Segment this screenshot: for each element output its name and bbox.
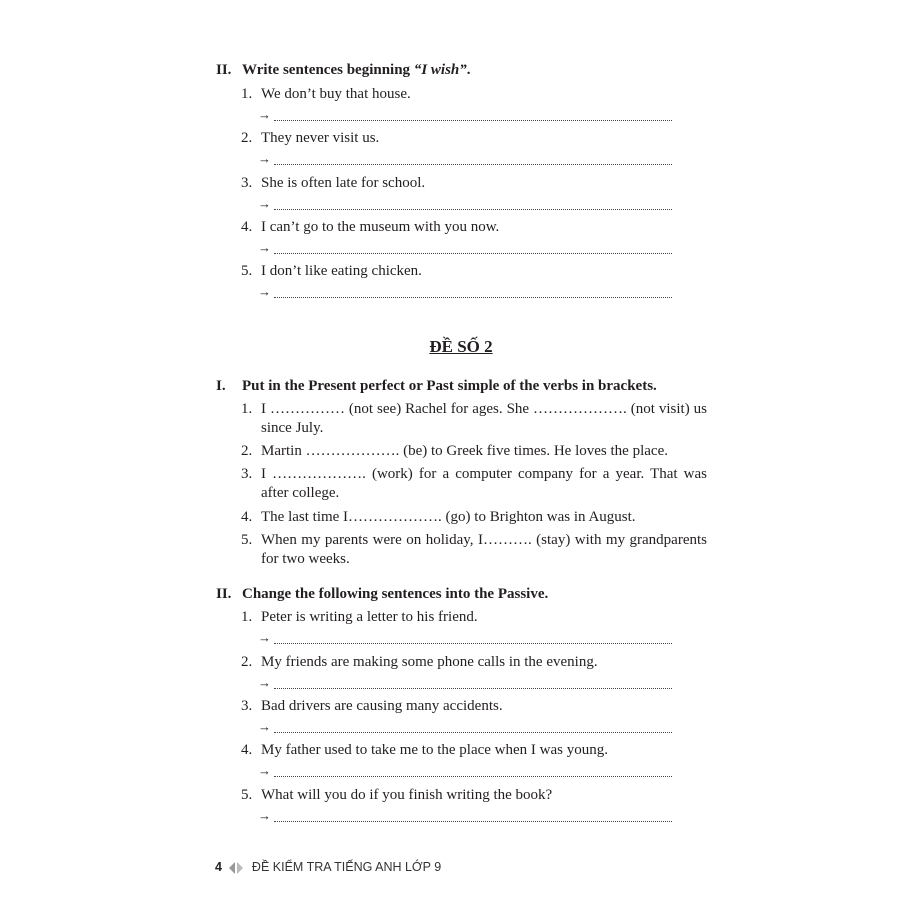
item-text: What will you do if you finish writing the book? [261, 787, 553, 803]
item-text: The last time I………………. (go) to Brighton was in August. [261, 509, 636, 525]
item-text: I ………………. (work) for a computer company for a year. That was after college. [261, 466, 707, 501]
arrow-icon: → [258, 675, 271, 690]
dotted-line [274, 688, 672, 689]
item-number: 1. [241, 86, 253, 102]
item-number: 4. [241, 509, 253, 525]
dotted-line [274, 732, 672, 733]
answer-line[interactable] [258, 810, 672, 824]
item-number: 5. [241, 532, 253, 548]
item-text: My father used to take me to the place when I was young. [261, 742, 608, 758]
item-text: I can’t go to the museum with you now. [261, 219, 500, 235]
test-title: ĐỀ SỐ 2 [429, 337, 493, 356]
answer-line[interactable] [258, 677, 672, 691]
arrow-icon: → [258, 808, 271, 823]
page-footer [215, 860, 441, 874]
heading-text: Write sentences beginning [242, 62, 414, 78]
arrow-icon: → [258, 196, 271, 211]
answer-line[interactable] [258, 153, 672, 167]
item-number: 1. [241, 609, 253, 625]
item-number: 3. [241, 175, 253, 191]
item-number: 5. [241, 263, 253, 279]
answer-line[interactable] [258, 765, 672, 779]
item-number: 2. [241, 443, 253, 459]
section-numeral: I. [216, 378, 226, 394]
answer-line[interactable] [258, 632, 672, 646]
diamond-icon [229, 862, 243, 874]
arrow-icon: → [258, 107, 271, 122]
section-numeral: II. [216, 586, 232, 602]
item-number: 5. [241, 787, 253, 803]
answer-line[interactable] [258, 721, 672, 735]
arrow-icon: → [258, 763, 271, 778]
item-number: 2. [241, 130, 253, 146]
answer-line[interactable] [258, 286, 672, 300]
arrow-icon: → [258, 151, 271, 166]
section-heading [242, 61, 471, 80]
dotted-line [274, 821, 672, 822]
arrow-icon: → [258, 240, 271, 255]
dotted-line [274, 164, 672, 165]
section-heading: Put in the Present perfect or Past simple of the verbs in brackets. [242, 378, 657, 394]
item-text: Peter is writing a letter to his friend. [261, 609, 478, 625]
section-numeral: II. [216, 62, 232, 78]
item-text: We don’t buy that house. [261, 86, 411, 102]
heading-emphasis: “I wish” [413, 62, 467, 78]
section-heading: Change the following sentences into the Passive. [242, 586, 549, 602]
item-number: 3. [241, 466, 253, 482]
dotted-line [274, 120, 672, 121]
item-text: I …………… (not see) Rachel for ages. She ………………. (not visit) us since July. [261, 401, 707, 436]
dotted-line [274, 643, 672, 644]
dotted-line [274, 776, 672, 777]
answer-line[interactable] [258, 198, 672, 212]
arrow-icon: → [258, 284, 271, 299]
dotted-line [274, 297, 672, 298]
item-text: I don’t like eating chicken. [261, 263, 422, 279]
arrow-icon: → [258, 719, 271, 734]
book-title: ĐỀ KIỂM TRA TIẾNG ANH LỚP 9 [251, 860, 442, 874]
item-text: When my parents were on holiday, I………. (stay) with my grandparents for two weeks. [261, 532, 707, 567]
item-text: They never visit us. [261, 130, 380, 146]
item-number: 1. [241, 401, 253, 417]
arrow-icon: → [258, 630, 271, 645]
answer-line[interactable] [258, 242, 672, 256]
heading-text: . [466, 62, 471, 78]
item-number: 4. [241, 742, 253, 758]
item-number: 3. [241, 698, 253, 714]
item-text: My friends are making some phone calls in the evening. [261, 654, 598, 670]
answer-line[interactable] [258, 109, 672, 123]
item-text: Bad drivers are causing many accidents. [261, 698, 503, 714]
item-number: 2. [241, 654, 253, 670]
dotted-line [274, 209, 672, 210]
item-text: She is often late for school. [261, 175, 426, 191]
item-number: 4. [241, 219, 253, 235]
page-number: 4 [215, 860, 222, 874]
item-text: Martin ………………. (be) to Greek five times. He loves the place. [261, 443, 668, 459]
dotted-line [274, 253, 672, 254]
